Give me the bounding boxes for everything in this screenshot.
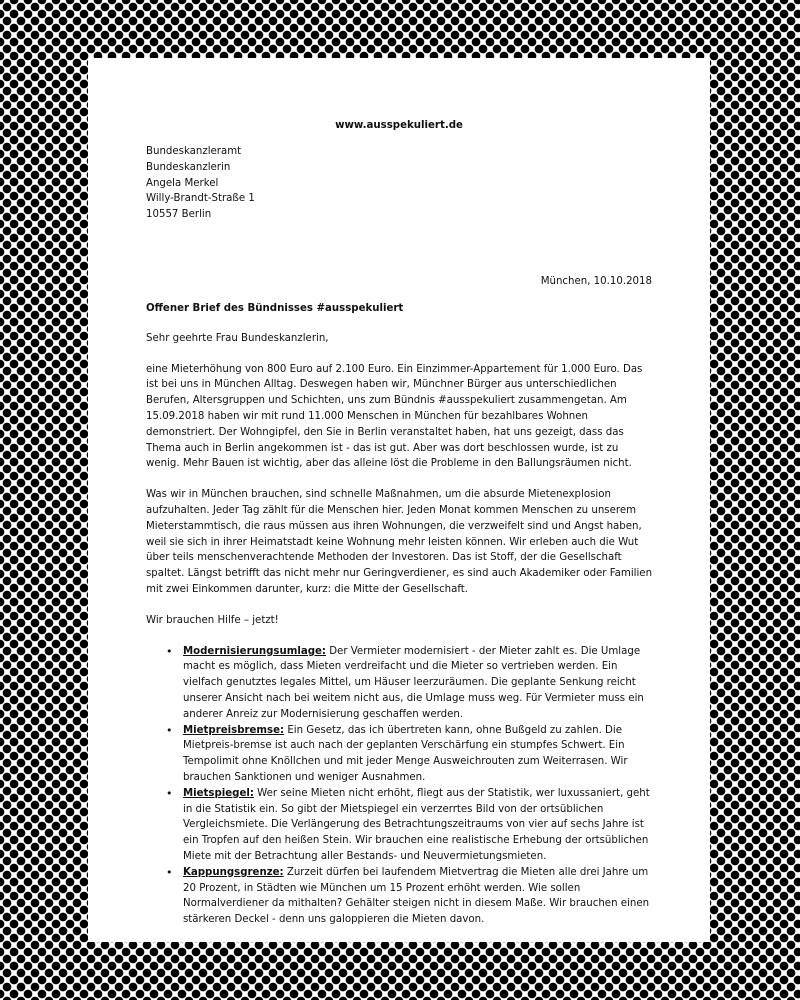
list-item — [183, 723, 654, 786]
address-line: Bundeskanzleramt — [146, 146, 242, 157]
list-item — [183, 786, 654, 865]
website-header: www.ausspekuliert.de — [335, 120, 463, 131]
letter-date: München, 10.10.2018 — [540, 276, 652, 287]
address-line: Willy-Brandt-Straße 1 — [146, 193, 255, 205]
list-item — [183, 865, 654, 928]
item-term: Kappungsgrenze: — [183, 866, 284, 878]
list-item — [183, 644, 654, 723]
address-line: Angela Merkel — [146, 177, 219, 189]
letter-body — [146, 301, 654, 928]
paragraph: Was wir in München brauchen, sind schnelle Maßnahmen, um die absurde Mietenexplosion aufzuhalten. Jeder Tag zählt für die Menschen hier. Jeden Monat kommen Menschen zu unserem Mieterstammtisch, die raus müssen aus ihren Wohnungen, die verzweifelt sind und Angst haben, weil sie sich in ihrer Heimatstadt keine Wohnung mehr leisten können. Wir erleben auch die Wut über teils menschenverachtende Methoden der Investoren. Das ist Stoff, der die Gesellschaft spaltet. Längst betrifft das nicht mehr nur Geringverdiener, es sind auch Akademiker oder Familien mit zwei Einkommen darunter, kurz: die Mitte der Gesellschaft. — [146, 489, 653, 595]
call-to-action: Wir brauchen Hilfe – jetzt! — [146, 614, 279, 626]
letter-subject: Offener Brief des Bündnisses #ausspekuliert — [146, 303, 404, 314]
recipient-address — [146, 144, 255, 223]
item-text: Wer seine Mieten nicht erhöht, fliegt aus der Statistik, wer luxussaniert, geht in die Statistik ein. So gibt der Mietspiegel ein verzerrtes Bild von der ortsüblichen Vergleichsmiete. Die Verlängerung des Betrachtungszeitraums von vier auf sechs Jahre ist ein Tropfen auf den heißen Stein. Wir brauchen eine realistische Erhebung der ortsüblichen Miete mit der Betrachtung aller Bestands- und Neuvermietungsmieten. — [183, 787, 650, 862]
paragraph: eine Mieterhöhung von 800 Euro auf 2.100 Euro. Ein Einzimmer-Appartement für 1.000 Euro. Das ist bei uns in München Alltag. Deswegen haben wir, Münchner Bürger aus unterschiedlichen Berufen, Altersgruppen und Schichten, uns zum Bündnis #ausspekuliert zusammengetan. Am 15.09.2018 haben wir mit rund 11.000 Menschen in München für bezahlbares Wohnen demonstriert. Der Wohngipfel, den Sie in Berlin veranstaltet haben, hat uns gezeigt, dass das Thema auch in Berlin angekommen ist - das ist gut. Aber was dort beschlossen wurde, ist zu wenig. Mehr Bauen ist wichtig, aber das alleine löst die Probleme in den Ballungsräumen nicht. — [146, 363, 643, 470]
item-text: Zurzeit dürfen bei laufendem Mietvertrag die Mieten alle drei Jahre um 20 Prozent, in Städten wie München um 15 Prozent erhöht werden. Wie sollen Normalverdiener da mithalten? Gehälter steigen nicht in diesem Maße. Wir brauchen einen stärkeren Deckel - denn uns galoppieren die Mieten davon. — [183, 866, 650, 926]
address-line: Bundeskanzlerin — [146, 161, 231, 173]
item-term: Mietspiegel: — [183, 787, 254, 799]
item-term: Mietpreisbremse: — [183, 724, 285, 736]
demands-list — [146, 644, 654, 928]
letter-page — [88, 58, 710, 942]
item-term: Modernisierungsumlage: — [183, 645, 326, 657]
item-text: Der Vermieter modernisiert - der Mieter zahlt es. Die Umlage macht es möglich, dass Mieten verdreifacht und die Mieter so vertrieben werden. Ein vielfach genutztes legales Mittel, um Häuser leerzuräumen. Die geplante Senkung reicht unserer Ansicht nach bei weitem nicht aus, die Umlage muss weg. Für Vermieter muss ein anderer Anreiz zur Modernisierung geschaffen werden. — [183, 645, 644, 720]
address-line: 10557 Berlin — [146, 209, 212, 221]
item-text: Ein Gesetz, das ich übertreten kann, ohne Bußgeld zu zahlen. Die Mietpreis-bremse ist auch nach der geplanten Verschärfung ein stumpfes Schwert. Ein Tempolimit ohne Knöllchen und mit jeder Menge Ausweichrouten zum Weiterrasen. Wir brauchen Sanktionen und weniger Ausnahmen. — [183, 724, 628, 783]
salutation: Sehr geehrte Frau Bundeskanzlerin, — [146, 332, 329, 344]
